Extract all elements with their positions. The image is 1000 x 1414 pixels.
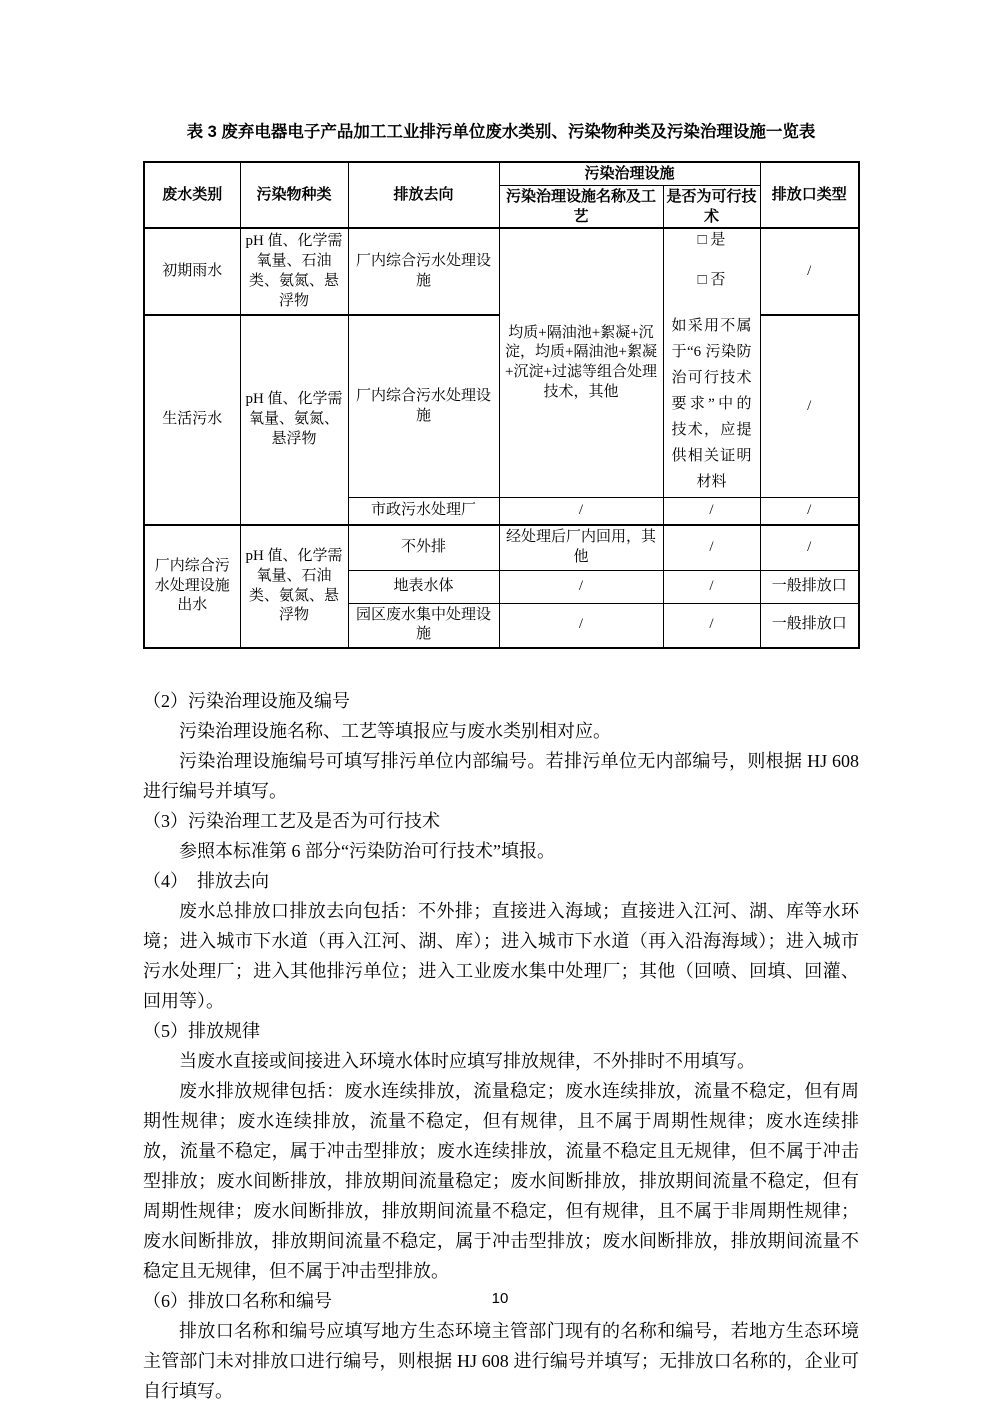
cell-destination-surface-water: 地表水体 — [348, 570, 499, 603]
section-heading-4: （4） 排放去向 — [143, 871, 269, 892]
cell-process-surface-water: / — [499, 570, 663, 603]
feasible-technology-options — [667, 231, 757, 495]
cell-feasible-park-treatment: / — [663, 603, 760, 648]
cell-outlet-surface-water: 一般排放口 — [760, 570, 859, 603]
paragraph: 废水排放规律包括：废水连续排放，流量稳定；废水连续排放，流量不稳定，但有周期性规律；废水连续排放，流量不稳定，但有规律，且不属于周期性规律；废水连续排放，流量不稳定，属于冲击型排放；废水连续排放，流量不稳定且无规律，但不属于冲击型排放；废水间断排放，排放期间流量稳定；废水间断排放，排放期间流量不稳定，但有周期性规律；废水间断排放，排放期间流量不稳定，但有规律，且不属于非周期性规律；废水间断排放，排放期间流量不稳定，属于冲击型排放；废水间断排放，排放期间流量不稳定且无规律，但不属于冲击型排放。 — [143, 1081, 859, 1282]
cell-pollutants-domestic-sewage: pH 值、化学需氧量、氨氮、悬浮物 — [240, 315, 348, 525]
cell-feasible-surface-water: / — [663, 570, 760, 603]
cell-outlet-initial-rainwater: / — [760, 228, 859, 315]
table-row-initial-rainwater — [144, 228, 859, 315]
cell-feasible-technology-merged — [663, 228, 760, 497]
cell-outlet-domestic-sewage: / — [760, 315, 859, 497]
cell-destination-no-discharge: 不外排 — [348, 525, 499, 570]
paragraph: 废水总排放口排放去向包括：不外排；直接进入海域；直接进入江河、湖、库等水环境；进入城市下水道（再入江河、湖、库）；进入城市下水道（再入沿海海域）；进入城市污水处理厂；进入其他排污单位；进入工业废水集中处理厂；其他（回喷、回填、回灌、回用等）。 — [143, 901, 859, 1012]
feasible-technology-note: 如采用不属于“6 污染防治可行技术要求”中的技术，应提供相关证明材料 — [671, 317, 752, 490]
wastewater-table — [143, 161, 860, 649]
cell-category-initial-rainwater: 初期雨水 — [144, 228, 240, 315]
cell-destination-plant-treatment-2: 厂内综合污水处理设施 — [348, 315, 499, 497]
cell-pollutants-plant-effluent: pH 值、化学需氧量、石油类、氨氮、悬浮物 — [240, 525, 348, 648]
cell-treatment-process-merged: 均质+隔油池+絮凝+沉淀，均质+隔油池+絮凝+沉淀+过滤等组合处理技术，其他 — [499, 228, 663, 497]
header-discharge-destination: 排放去向 — [348, 162, 499, 228]
cell-feasible-municipal-plant: / — [663, 497, 760, 525]
page-content — [143, 121, 859, 1406]
page-number: 10 — [491, 1290, 509, 1307]
cell-pollutants-initial-rainwater: pH 值、化学需氧量、石油类、氨氮、悬浮物 — [240, 228, 348, 315]
section-heading-2: （2）污染治理设施及编号 — [143, 691, 350, 712]
cell-process-park-treatment: / — [499, 603, 663, 648]
section-heading-3: （3）污染治理工艺及是否为可行技术 — [143, 811, 440, 832]
header-treatment-group: 污染治理设施 — [499, 162, 760, 185]
cell-destination-municipal-plant: 市政污水处理厂 — [348, 497, 499, 525]
header-feasible-technology: 是否为可行技术 — [663, 185, 760, 228]
cell-destination-park-treatment: 园区废水集中处理设施 — [348, 603, 499, 648]
cell-feasible-no-discharge: / — [663, 525, 760, 570]
header-row-1 — [144, 162, 859, 185]
paragraph: 污染治理设施编号可填写排污单位内部编号。若排污单位无内部编号，则根据 HJ 608 进行编号并填写。 — [143, 751, 859, 802]
header-outlet-type: 排放口类型 — [760, 162, 859, 228]
checkbox-no: □ 否 — [697, 272, 726, 289]
cell-category-plant-effluent: 厂内综合污水处理设施出水 — [144, 525, 240, 648]
header-wastewater-category: 废水类别 — [144, 162, 240, 228]
section-heading-6: （6）排放口名称和编号 — [143, 1291, 332, 1312]
header-treatment-name-process: 污染治理设施名称及工艺 — [499, 185, 663, 228]
table-title: 表 3 废弃电器电子产品加工工业排污单位废水类别、污染物种类及污染治理设施一览表 — [186, 123, 816, 141]
table-row-effluent-no-discharge — [144, 525, 859, 570]
cell-process-municipal-plant: / — [499, 497, 663, 525]
header-pollutant-types: 污染物种类 — [240, 162, 348, 228]
cell-outlet-municipal-plant: / — [760, 497, 859, 525]
checkbox-yes: □ 是 — [697, 232, 726, 249]
cell-outlet-park-treatment: 一般排放口 — [760, 603, 859, 648]
paragraph: 排放口名称和编号应填写地方生态环境主管部门现有的名称和编号，若地方生态环境主管部门未对排放口进行编号，则根据 HJ 608 进行编号并填写；无排放口名称的，企业可自行填写。 — [143, 1321, 859, 1402]
cell-outlet-no-discharge: / — [760, 525, 859, 570]
paragraph: 当废水直接或间接进入环境水体时应填写排放规律，不外排时不用填写。 — [179, 1051, 755, 1072]
cell-category-domestic-sewage: 生活污水 — [144, 315, 240, 525]
cell-destination-plant-treatment: 厂内综合污水处理设施 — [348, 228, 499, 315]
cell-process-reuse: 经处理后厂内回用，其他 — [499, 525, 663, 570]
section-heading-5: （5）排放规律 — [143, 1021, 260, 1042]
paragraph: 参照本标准第 6 部分“污染防治可行技术”填报。 — [179, 841, 555, 862]
paragraph: 污染治理设施名称、工艺等填报应与废水类别相对应。 — [179, 721, 611, 742]
